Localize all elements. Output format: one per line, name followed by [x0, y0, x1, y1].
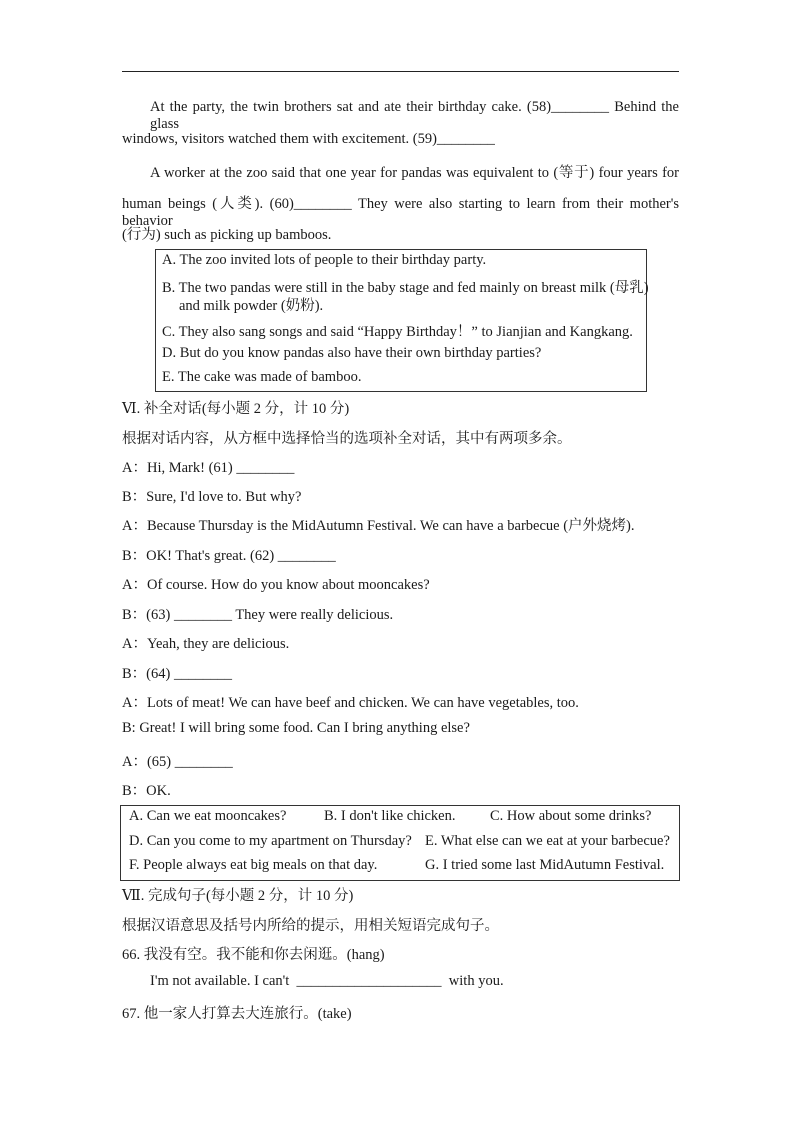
- dialogue-line-62: B：OK! That's great. (62) ________: [122, 548, 336, 564]
- passage-p1-line2: windows, visitors watched them with excitement. (59)________: [122, 131, 495, 147]
- dialogue-option-g: G. I tried some last MidAutumn Festival.: [425, 857, 665, 873]
- passage-p2-line3: (行为) such as picking up bamboos.: [122, 227, 332, 243]
- question-67-prompt: 67. 他一家人打算去大连旅行。(take): [122, 1006, 352, 1022]
- section-6-instruction: 根据对话内容，从方框中选择恰当的选项补全对话，其中有两项多余。: [122, 431, 572, 447]
- dialogue-line: A：Of course. How do you know about mooncakes?: [122, 577, 430, 593]
- dialogue-option-c: C. How about some drinks?: [490, 808, 652, 824]
- option-a: A. The zoo invited lots of people to their birthday party.: [162, 252, 487, 268]
- dialogue-line: A：Yeah, they are delicious.: [122, 636, 290, 652]
- option-b-line2: and milk powder (奶粉).: [179, 298, 324, 314]
- section-7-heading: Ⅶ. 完成句子(每小题 2 分，计 10 分): [122, 888, 354, 904]
- dialogue-line-61: A：Hi, Mark! (61) ________: [122, 460, 295, 476]
- question-66-prompt: 66. 我没有空。我不能和你去闲逛。(hang): [122, 947, 385, 963]
- dialogue-line: B：OK.: [122, 783, 171, 799]
- dialogue-option-d: D. Can you come to my apartment on Thursday?: [129, 833, 412, 849]
- dialogue-line: A：Lots of meat! We can have beef and chicken. We can have vegetables, too.: [122, 695, 579, 711]
- top-rule: [122, 71, 679, 72]
- options-box-dialogue: [120, 805, 680, 881]
- dialogue-line-65: A：(65) ________: [122, 754, 233, 770]
- dialogue-option-b: B. I don't like chicken.: [324, 808, 456, 824]
- dialogue-option-e: E. What else can we eat at your barbecue?: [425, 833, 670, 849]
- options-box-passage: [155, 249, 647, 392]
- section-6-heading: Ⅵ. 补全对话(每小题 2 分，计 10 分): [122, 401, 350, 417]
- option-e: E. The cake was made of bamboo.: [162, 369, 362, 385]
- question-66-answer-line: I'm not available. I can't ____________________ with you.: [150, 973, 504, 989]
- dialogue-line: B: Great! I will bring some food. Can I bring anything else?: [122, 720, 470, 736]
- dialogue-line: A：Because Thursday is the MidAutumn Festival. We can have a barbecue (户外烧烤).: [122, 518, 635, 534]
- dialogue-line-63: B：(63) ________ They were really delicious.: [122, 607, 394, 623]
- dialogue-line-64: B：(64) ________: [122, 666, 232, 682]
- passage-p2-line1: A worker at the zoo said that one year for pandas was equivalent to (等于) four years for: [150, 165, 679, 181]
- passage-p2-line2: human beings (人类). (60)________ They were also starting to learn from their mother's behavior: [122, 196, 679, 229]
- dialogue-option-a: A. Can we eat mooncakes?: [129, 808, 287, 824]
- option-d: D. But do you know pandas also have their own birthday parties?: [162, 345, 542, 361]
- section-7-instruction: 根据汉语意思及括号内所给的提示，用相关短语完成句子。: [122, 918, 499, 934]
- option-c: C. They also sang songs and said “Happy Birthday！” to Jianjian and Kangkang.: [162, 324, 633, 340]
- dialogue-option-f: F. People always eat big meals on that day.: [129, 857, 378, 873]
- passage-p1-line1: At the party, the twin brothers sat and ate their birthday cake. (58)________ Behind the glass: [150, 99, 679, 132]
- dialogue-line: B：Sure, I'd love to. But why?: [122, 489, 302, 505]
- option-b-line1: B. The two pandas were still in the baby stage and fed mainly on breast milk (母乳): [162, 280, 649, 296]
